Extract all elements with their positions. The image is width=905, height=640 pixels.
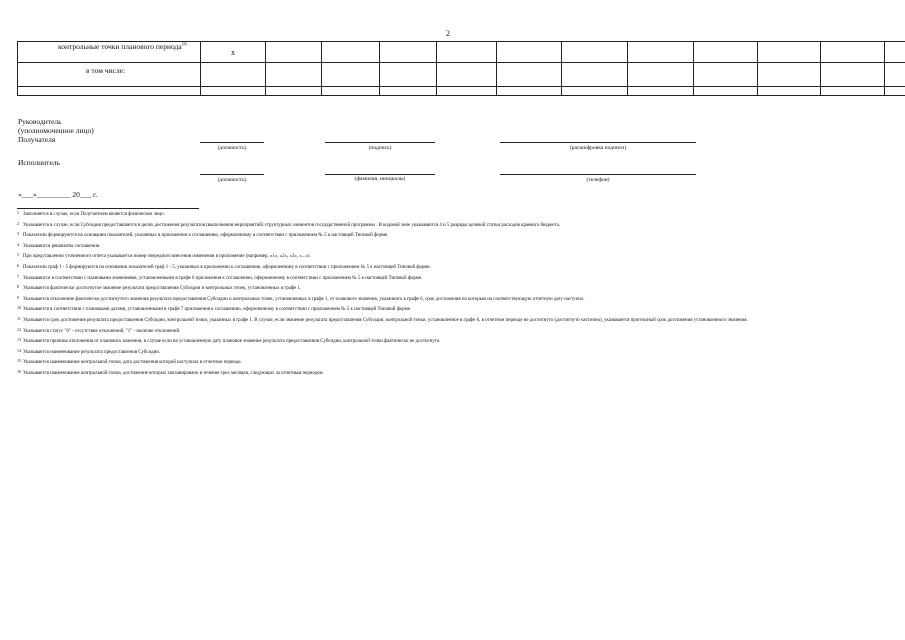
table-cell	[821, 42, 885, 63]
footnote: 7 Указываются в соответствии с плановыми значениями, установленными в графе 6 приложения к соглашению, оформленному в соответствии с приложением № 5 к настоящей Типовой форме.	[17, 273, 423, 281]
table-cell	[380, 42, 437, 63]
footnotes	[17, 212, 883, 382]
footnote: 10 Указывается в соответствии с плановыми датами, установленными в графе 7 приложения к соглашению, оформленному в соответствии с приложением № 5 к настоящей Типовой форме.	[17, 305, 412, 313]
caption-position: (должность)	[217, 145, 247, 151]
page-number: 2	[446, 29, 450, 38]
table-cell	[694, 63, 758, 87]
table-cell	[821, 87, 885, 96]
table-cell	[562, 42, 628, 63]
footnote: 5 При представлении уточненного отчета указывается номер очередного внесения изменения в приложение (например, «1», «2», «3», «...»).	[17, 252, 311, 260]
footnote: 4 Указываются реквизиты соглашения.	[17, 241, 101, 249]
footnote: 3 Показатели формируются на основании показателей, указанных в приложении к соглашению, оформленному в соответствии с приложением № 5 к настоящей Типовой форме.	[17, 231, 389, 239]
table-cell	[562, 87, 628, 96]
table-cell	[201, 63, 266, 87]
table-cell	[266, 42, 322, 63]
footnote: 15 Указывается наименование контрольной точки, дата достижения которой наступила в отчетном периоде.	[17, 358, 242, 366]
signature-line	[325, 142, 435, 143]
report-table	[17, 41, 905, 96]
table-cell	[628, 63, 694, 87]
table-cell	[18, 87, 201, 96]
footnote: 11 Указывается срок достижения результата предоставления Субсидии, контрольной точки, указанных в графе 1. В случае, если значение результата предоставления Субсидии, контрольной точки, установленное в графе 6, в отчетном периоде не достигнуто (достигнуто частично), указывается прогнозный срок достижения установленного значения.	[17, 315, 748, 323]
table-cell	[758, 63, 821, 87]
table-row	[18, 42, 905, 63]
caption-signature: (подпись)	[368, 145, 392, 151]
footnote: 6 Показатели граф 1 - 5 формируются на основании показателей граф 1 - 5, указанных в приложении к соглашению, оформленному в соответствии с приложением № 5 к настоящей Типовой форме.	[17, 262, 431, 270]
table-cell	[885, 87, 905, 96]
table-cell	[758, 42, 821, 63]
footnote: 16 Указывается наименование контрольной точки, достижение которых запланировано в течение трех месяцев, следующих за отчетным периодом.	[17, 368, 324, 376]
footnote: 12 Указывается статус "0" - отсутствие отклонений, "1" - наличие отклонений.	[17, 326, 181, 334]
table-cell	[885, 63, 905, 87]
table-cell	[562, 63, 628, 87]
footnote-separator	[17, 208, 199, 209]
table-cell	[497, 63, 562, 87]
footnote: 14 Указывается наименование результата предоставления Субсидии.	[17, 347, 161, 355]
caption-position-2: (должность)	[217, 177, 247, 183]
caption-fullname: (фамилия, инициалы)	[354, 176, 406, 182]
footnote: 9 Указывается отклонение фактически достигнутого значения результата предоставления Субсидии и контрольных точек, установленных в графе 1, от планового значения, указанного в графе 6, срок достижения по которым на соответствующую отчетную дату наступил.	[17, 294, 585, 302]
caption-decoding: (расшифровка подписи)	[569, 145, 627, 151]
table-cell	[497, 42, 562, 63]
table-cell	[437, 63, 497, 87]
table-cell	[266, 63, 322, 87]
table-cell	[437, 42, 497, 63]
table-cell	[497, 87, 562, 96]
position-line-2	[200, 174, 264, 175]
table-cell	[266, 87, 322, 96]
date-line: «___»_________ 20___ г.	[18, 190, 98, 199]
position-line	[200, 142, 264, 143]
decoding-line	[500, 142, 696, 143]
table-cell	[694, 42, 758, 63]
table-cell-label: в том числе:	[18, 63, 201, 87]
table-cell	[437, 87, 497, 96]
table-cell	[380, 87, 437, 96]
footnote: 8 Указывается фактически достигнутое значение результата предоставления Субсидии и контрольных точек, установленных в графе 1.	[17, 284, 302, 292]
footnote: 1 Заполняется в случае, если Получателем является физическое лицо.	[17, 210, 165, 217]
phone-line	[500, 174, 696, 175]
table-cell-mark: х	[201, 42, 266, 63]
table-cell	[322, 42, 380, 63]
table-cell	[322, 87, 380, 96]
table-cell	[201, 87, 266, 96]
table-cell	[885, 42, 905, 63]
table-cell	[758, 87, 821, 96]
fullname-line	[325, 174, 435, 175]
executor-title: Исполнитель	[18, 158, 60, 167]
table-cell	[694, 87, 758, 96]
table-cell	[628, 42, 694, 63]
caption-phone: (телефон)	[586, 177, 610, 183]
table-cell	[380, 63, 437, 87]
table-row	[18, 87, 905, 96]
footnote: 13 Указывается причина отклонения от планового значения, в случае если на установленную дату плановое значение результата предоставления Субсидии, контрольной точки фактически не достигнуто.	[17, 337, 441, 345]
footnote: 2 Указывается в случае, если Субсидия предоставляется в целях достижения результатов (выполнения мероприятий) структурных элементов государственной программы . В кодовой зоне указываются 4 и 5 разряды целевой статьи расходов краевого бюджета.	[17, 220, 560, 228]
head-title: Руководитель (уполномоченное лицо) Получателя	[18, 117, 94, 144]
table-cell	[821, 63, 885, 87]
table-cell-label: контрольные точки планового периода$^{16}$	[18, 42, 201, 63]
table-cell	[628, 87, 694, 96]
table-cell	[322, 63, 380, 87]
table-row	[18, 63, 905, 87]
